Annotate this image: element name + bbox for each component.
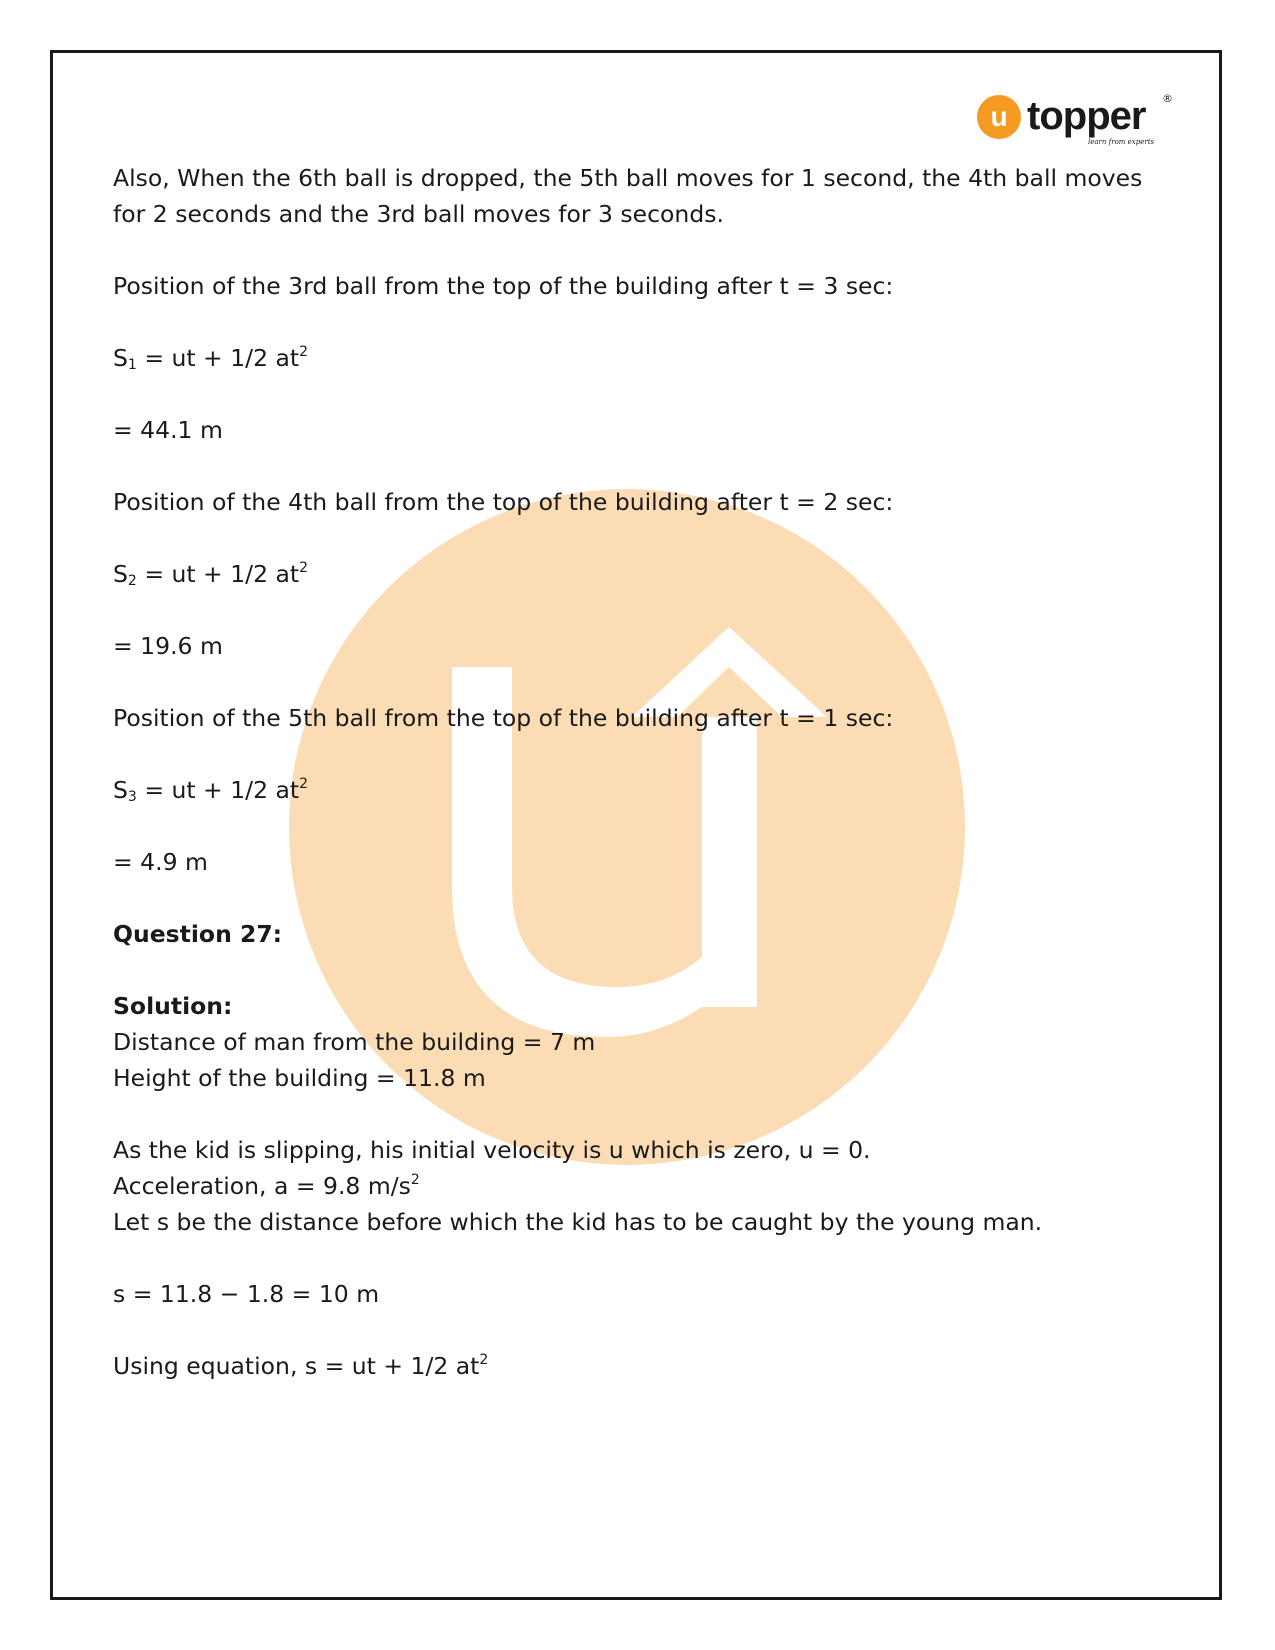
solution-heading: Solution: xyxy=(113,992,233,1020)
paragraph-line: Height of the building = 11.8 m xyxy=(113,1064,486,1092)
paragraph-line: for 2 seconds and the 3rd ball moves for 3 seconds. xyxy=(113,200,724,228)
result-line: = 4.9 m xyxy=(113,848,208,876)
paragraph-line: Distance of man from the building = 7 m xyxy=(113,1028,596,1056)
equation-s2: $S_2$ = ut + 1/2 $at^2$ xyxy=(113,560,309,589)
logo-tagline: learn from experts xyxy=(1088,138,1155,146)
result-line: = 44.1 m xyxy=(113,416,223,444)
equation-line: Using equation, s = ut + 1/2 $at^2$ xyxy=(113,1352,489,1380)
paragraph-line: Also, When the 6th ball is dropped, the 5th ball moves for 1 second, the 4th ball moves xyxy=(113,164,1143,192)
result-line: = 19.6 m xyxy=(113,632,223,660)
question-heading: Question 27: xyxy=(113,920,283,948)
paragraph-line: Position of the 4th ball from the top of the building after t = 2 sec: xyxy=(113,488,894,516)
document-body xyxy=(113,160,1153,1384)
paragraph-line: Position of the 5th ball from the top of the building after t = 1 sec: xyxy=(113,704,894,732)
paragraph-line: As the kid is slipping, his initial velocity is u which is zero, u = 0. xyxy=(113,1136,871,1164)
registered-mark: ® xyxy=(1162,92,1173,105)
acceleration-line: Acceleration, a = 9.8 $m/s^2$ xyxy=(113,1172,420,1200)
paragraph-line: Let s be the distance before which the kid has to be caught by the young man. xyxy=(113,1208,1043,1236)
equation-s1: $S_1$ = ut + 1/2 $at^2$ xyxy=(113,344,309,373)
paragraph-line: Position of the 3rd ball from the top of the building after t = 3 sec: xyxy=(113,272,894,300)
logo-brand: topper xyxy=(1027,94,1146,138)
equation-s3: $S_3$ = ut + 1/2 $at^2$ xyxy=(113,776,309,805)
result-line: s = 11.8 − 1.8 = 10 m xyxy=(113,1280,380,1308)
logo-glyph: u xyxy=(990,101,1008,132)
